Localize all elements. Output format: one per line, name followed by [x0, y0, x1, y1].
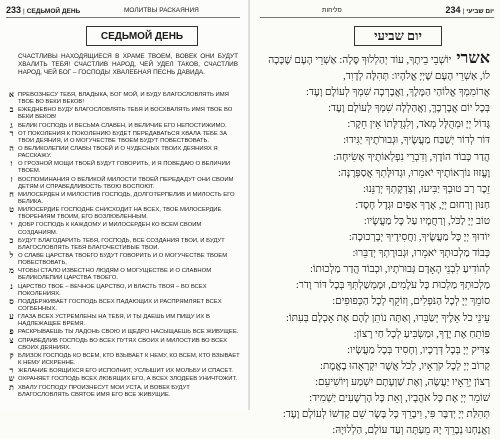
hebrew-line-text: לְהוֹדִיעַ לִבְנֵי הָאָדָם גְּבוּרֹתָיו, וּכְבוֹד הֲדַר מַלְכוּתוֹ:: [310, 264, 490, 276]
verse-text: БЛИЗОК ГОСПОДЬ КО ВСЕМ, КТО ВЗЫВАЕТ К НЕМУ, КО ВСЕМ, КТО ВЗЫВАЕТ К НЕМУ ИСКРЕННЕ.: [18, 352, 240, 366]
hebrew-line: [262, 51, 490, 69]
hebrew-line-text: עֵינֵי כֹל אֵלֶיךָ יְשַׂבֵּרוּ, וְאַתָּה נוֹתֵן לָהֶם אֶת אָכְלָם בְּעִתּוֹ:: [286, 312, 490, 324]
verse-item: [6, 281, 242, 298]
verse-item: [6, 335, 242, 352]
verse-letter: ס: [9, 296, 14, 306]
hebrew-line-text: חַנּוּן וְרַחוּם יְיָ, אֶרֶךְ אַפַּיִם וּגְדָל חָסֶד:: [355, 199, 490, 211]
hebrew-line-text: אֲרוֹמִמְךָ אֱלוֹהַי הַמֶּלֶךְ, וַאֲבָרְכָה שִׁמְךָ לְעוֹלָם וָעֶד:: [305, 87, 490, 99]
verse-item: [6, 329, 242, 336]
hebrew-line: [262, 182, 490, 198]
hebrew-line-text: צַדִּיק יְיָ בְּכָל דְּרָכָיו, וְחָסִיד בְּכָל מַעֲשָׂיו:: [347, 344, 490, 356]
verse-text: ОХРАНЯЕТ ГОСПОДЬ ВСЕХ ЛЮБЯЩИХ ЕГО, А ВСЕХ ЗЛОДЕЕВ УНИЧТОЖИТ.: [18, 376, 238, 383]
verse-letter: ז: [10, 174, 13, 184]
verse-letter: ט: [9, 205, 14, 215]
hebrew-line: [262, 278, 490, 294]
hebrew-line-text: טוֹב יְיָ לַכֹּל, וְרַחֲמָיו עַל כָּל מַעֲשָׂיו:: [363, 215, 490, 227]
hebrew-line: [262, 343, 490, 359]
verse-text: ВЕЛИК ГОСПОДЬ И ВЕСЬМА СЛАВЕН, И ВЕЛИЧИЕ ЕГО НЕПОСТИЖИМО.: [18, 122, 227, 129]
verse-letter: נ: [10, 281, 13, 291]
verse-item: [6, 107, 242, 121]
right-page-number: 234: [445, 5, 461, 15]
verse-text: ЕЖЕДНЕВНО БУДУ БЛАГОСЛОВЛЯТЬ ТЕБЯ И ВОСХВАЛЯТЬ ИМЯ ТВОЕ ВО ВЕКИ ВЕКОВ!: [18, 107, 233, 121]
verse-text: ПОДДЕРЖИВАЕТ ГОСПОДЬ ВСЕХ ПАДАЮЩИХ И РАСПРЯМЛЯЕТ ВСЕХ СОГБЕННЫХ.: [18, 298, 222, 312]
verse-text: СПРАВЕДЛИВ ГОСПОДЬ ВО ВСЕХ ПУТЯХ СВОИХ И МИЛОСТИВ ВО ВСЕХ СВОИХ ДЕЯНИЯХ.: [18, 337, 228, 351]
verse-text: ХВАЛУ ГОСПОДУ ПРОИЗНЕСУТ МОИ УСТА, И ВОВЕК БУДУТ БЛАГОСЛОВЛЯТЬ СВЯТОЕ ИМЯ ЕГО ВСЕ ЖИВУЩИЕ.: [18, 384, 190, 398]
verse-text: РАСКРЫВАЕШЬ ТЫ ЛАДОНЬ СВОЮ И ЩЕДРО НАСЫЩАЕШЬ ВСЕ ЖИВУЩЕЕ.: [18, 329, 239, 336]
verse-text: ЧТОБЫ СТАЛО ИЗВЕСТНО ЛЮДЯМ О МОГУЩЕСТВЕ И О СЛАВНОМ ВЕЛИКОЛЕПИИ ЦАРСТВА ТВОЕГО.: [18, 268, 212, 282]
verse-item: [6, 120, 242, 130]
hebrew-line-text: יוֹשְׁבֵי בֵיתֶךָ, עוֹד יְהַלְלוּךָ סֶּלָה: אַשְׁרֵי הָעָם שֶׁכָּכָה: [268, 55, 452, 66]
hebrew-line-text: זֵכֶר רַב טוּבְךָ יַבִּיעוּ, וְצִדְקָתְךָ יְרַנֵּנוּ:: [362, 183, 490, 195]
verse-letter: מ: [9, 266, 14, 276]
hebrew-line: [262, 230, 490, 246]
hebrew-line: [262, 262, 490, 278]
hebrew-line-text: תְּהִלַּת יְיָ יְדַבֶּר פִּי, וִיבָרֵךְ כָּל בָּשָׂר שֵׁם קָדְשׁוֹ לְעוֹלָם וָעֶד:: [282, 409, 490, 421]
hebrew-line-text: גָּדוֹל יְיָ וּמְהֻלָּל מְאֹד, וְלִגְדֻלָּתוֹ אֵין חֵקֶר:: [347, 119, 490, 131]
left-header-book: МОЛИТВЫ РАСКАЯНИЯ: [124, 7, 199, 14]
verse-text: О ГРОЗНОЙ МОЩИ ТВОЕЙ БУДУТ ГОВОРИТЬ, И Я ПОВЕДАЮ О ВЕЛИЧИИ ТВОЕМ.: [18, 161, 231, 175]
hebrew-line: [262, 214, 490, 230]
verse-letter: ח: [9, 189, 14, 199]
hebrew-line: [262, 311, 490, 327]
left-page-title: СЕДЬМОЙ ДЕНЬ: [86, 26, 198, 46]
hebrew-line-text: הֲדַר כְּבוֹד הוֹדֶךָ, וְדִבְרֵי נִפְלְאוֹתֶיךָ אָשִׂיחָה:: [333, 151, 490, 163]
verse-letter: כ: [9, 235, 14, 245]
verse-letter: ת: [9, 382, 14, 392]
hebrew-line: [262, 359, 490, 375]
hebrew-line: [262, 85, 490, 101]
verse-letter: ב: [9, 105, 14, 115]
hebrew-line: [262, 327, 490, 343]
verse-letter: ו: [10, 159, 13, 169]
hebrew-line: [262, 198, 490, 214]
verse-item: [6, 368, 242, 375]
verse-item: [6, 253, 242, 267]
hebrew-line-text: רְצוֹן יְרֵאָיו יַעֲשֶׂה, וְאֶת שַׁוְעָתָם יִשְׁמַע וְיוֹשִׁיעֵם:: [315, 376, 490, 388]
verse-text: ЦАРСТВО ТВОЕ – ВЕЧНОЕ ЦАРСТВО, И ВЛАСТЬ ТВОЯ – ВО ВСЕХ ПОКОЛЕНИЯХ.: [18, 283, 207, 297]
hebrew-line: [262, 246, 490, 262]
verse-item: [6, 350, 242, 367]
verse-text: ГЛАЗА ВСЕХ УСТРЕМЛЕНЫ НА ТЕБЯ, И ТЫ ДАЕШЬ ИМ ПИЩУ ИХ В НАДЛЕЖАЩЕЕ ВРЕМЯ.: [18, 314, 210, 328]
verse-text: ДОБР ГОСПОДЬ К КАЖДОМУ И МИЛОСЕРДЕН КО ВСЕМ СВОИМ СОЗДАНИЯМ.: [18, 222, 202, 236]
hebrew-line: [262, 294, 490, 310]
verse-letter: י: [10, 220, 13, 230]
left-page-header: 233 | СЕДЬМОЙ ДЕНЬ МОЛИТВЫ РАСКАЯНИЯ: [6, 5, 240, 18]
hebrew-line-text: קָרוֹב יְיָ לְכָל קֹרְאָיו, לְכֹל אֲשֶׁר יִקְרָאֻהוּ בֶאֱמֶת:: [319, 360, 490, 372]
verse-item: [6, 382, 242, 399]
verse-text: ЖЕЛАНИЕ БОЯЩИХСЯ ЕГО ИСПОЛНИТ, УСЛЫШИТ ИХ МОЛЬБУ И СПАСЕТ.: [18, 368, 233, 375]
hebrew-line: [262, 101, 490, 117]
verse-item: [6, 296, 242, 313]
verse-item: [6, 207, 242, 221]
verse-text: БУДУТ БЛАГОДАРИТЬ ТЕБЯ, ГОСПОДЬ, ВСЕ СОЗДАНИЯ ТВОИ, И БУДУТ БЛАГОСЛОВЛЯТЬ ТЕБЯ БЛАГОЧЕСТИВЫЕ ТВОИ.: [18, 237, 225, 251]
verse-letter: ל: [9, 251, 14, 260]
hebrew-line: [262, 391, 490, 407]
verse-item: [6, 222, 242, 236]
hebrew-text-block: [262, 51, 490, 439]
hebrew-line: [262, 166, 490, 182]
verse-item: [6, 314, 242, 328]
hebrew-line: [262, 117, 490, 133]
hebrew-line: [262, 407, 490, 423]
right-header-section: יום שביעי: [466, 8, 494, 15]
verse-letter: צ: [9, 335, 14, 345]
right-page: [250, 0, 500, 437]
hebrew-line: [262, 69, 490, 85]
hebrew-line: [262, 150, 490, 166]
verse-text: ОТ ПОКОЛЕНИЯ К ПОКОЛЕНИЮ БУДЕТ ПЕРЕДАВАТЬСЯ ХВАЛА ТЕБЕ ЗА ТВОИ ДЕЯНИЯ, И О МОГУЧЕСТВЕ ТВОЕМ БУДУТ ПОВЕСТВОВАТЬ.: [18, 130, 227, 144]
verse-letter: ה: [9, 144, 14, 154]
right-header-book: סליחות: [322, 7, 342, 14]
left-page-number: 233: [6, 5, 22, 15]
verse-item: [6, 189, 242, 206]
verse-list: [6, 92, 242, 400]
hebrew-line-text: וַאֲנַחְנוּ נְבָרֵךְ יָהּ מֵעַתָּה וְעַד עוֹלָם, הַלְלוּיָהּ:: [332, 425, 490, 437]
right-page-header: סליחות יום שביעי|234: [260, 5, 494, 18]
left-header-section: СЕДЬМОЙ ДЕНЬ: [26, 8, 81, 15]
verse-item: [6, 146, 242, 160]
hebrew-line-text: פּוֹתֵחַ אֶת יָדֶךָ, וּמַשְׂבִּיעַ לְכָל חַי רָצוֹן:: [353, 328, 490, 340]
left-intro-text: СЧАСТЛИВЫ НАХОДЯЩИЕСЯ В ХРАМЕ ТВОЕМ, ВОВЕК ОНИ БУДУТ ХВАЛИТЬ ТЕБЯ! СЧАСТЛИВ НАРОД, ЧЕЙ УДЕЛ ТАКОВ, СЧАСТЛИВ НАРОД, ЧЕЙ БОГ – ГОСПОДЬ! ХВАЛЕБНАЯ ПЕСНЬ ДАВИДА.: [18, 53, 238, 77]
verse-letter: ק: [9, 350, 14, 360]
verse-letter: פ: [9, 327, 14, 337]
verse-item: [6, 161, 242, 175]
verse-letter: ד: [9, 128, 14, 138]
verse-text: О ВЕЛИКОЛЕПИИ СЛАВЫ ТВОЕЙ И О ЧУДЕСНЫХ ТВОИХ ДЕЯНИЯХ Я РАССКАЖУ.: [18, 146, 218, 160]
hebrew-line-text: כְּבוֹד מַלְכוּתְךָ יֹאמֵרוּ, וּגְבוּרָתְךָ יְדַבֵּרוּ:: [352, 248, 490, 260]
hebrew-line-text: בְּכָל יוֹם אֲבָרְכֶךָּ, וַאֲהַלְלָה שִׁמְךָ לְעוֹלָם וָעֶד:: [328, 103, 490, 115]
verse-item: [6, 174, 242, 191]
hebrew-line-text: סוֹמֵךְ יְיָ לְכָל הַנֹּפְלִים, וְזוֹקֵף לְכָל הַכְּפוּפִים:: [332, 296, 490, 308]
verse-letter: א: [8, 90, 15, 99]
hebrew-line-text: דּוֹר לְדוֹר יְשַׁבַּח מַעֲשֶׂיךָ, וּגְבוּרֹתֶיךָ יַגִּידוּ:: [343, 135, 490, 147]
verse-letter: ר: [9, 366, 14, 376]
verse-text: ВОСПОМИНАНИЯ О ВЕЛИКОЙ МИЛОСТИ ТВОЕЙ ПЕРЕДАДУТ ОНИ СВОИМ ДЕТЯМ И СПРАВЕДЛИВОСТЬ ТВОЮ ВОСПОЮТ.: [18, 176, 234, 190]
hebrew-line: [262, 375, 490, 391]
verse-text: МИЛОСЕРДЕН И МИЛОСТИВ ГОСПОДЬ, ДОЛГОТЕРПЕЛИВ И МИЛОСТЬ ЕГО ВЕЛИКА.: [18, 191, 235, 205]
verse-text: О СЛАВЕ ЦАРСТВА ТВОЕГО БУДУТ ГОВОРИТЬ И О МОГУЧЕСТВЕ ТВОЕМ ПОВЕСТВОВАТЬ,: [18, 253, 228, 267]
left-page: [0, 0, 250, 410]
verse-text: МИЛОСЕРДИЕ ГОСПОДНЕ СНИСХОДИТ НА ВСЕХ, ТВОЕ МИЛОСЕРДИЕ ТВОРЕНИЯМ ТВОИМ, ЕГО ВОЗЛЮБЛЕННЫМ.: [18, 207, 222, 221]
verse-item: [6, 376, 242, 383]
hebrew-line: [262, 423, 490, 439]
verse-item: [6, 92, 242, 106]
hebrew-first-word: אשרי: [456, 50, 490, 67]
verse-item: [6, 128, 242, 145]
hebrew-line-text: שׁוֹמֵר יְיָ אֶת כָּל אֹהֲבָיו, וְאֵת כָּל הָרְשָׁעִים יַשְׁמִיד:: [309, 392, 490, 404]
hebrew-line-text: מַלְכוּתְךָ מַלְכוּת כָּל עֹלָמִים, וּמֶמְשַׁלְתְּךָ בְּכָל דּוֹר וָדֹר:: [295, 280, 490, 292]
hebrew-line-text: יוֹדוּךָ יְיָ כָּל מַעֲשֶׂיךָ, וַחֲסִידֶיךָ יְבָרְכוּכָה:: [348, 232, 490, 244]
hebrew-line-text: לוֹ, אַשְׁרֵי הָעָם שֶׁיְיָ אֱלֹהָיו: תְּהִלָּה לְדָוִד,: [343, 71, 490, 83]
right-page-title: יום שביעי: [354, 26, 442, 46]
verse-letter: ע: [9, 312, 14, 322]
verse-item: [6, 268, 242, 282]
hebrew-line-text: וֶעֱזוּז נוֹרְאוֹתֶיךָ יֹאמֵרוּ, וּגְדוּלָּתְךָ אֲסַפְּרֶנָּה:: [337, 167, 490, 179]
hebrew-line: [262, 133, 490, 149]
verse-letter: ג: [10, 120, 13, 130]
verse-item: [6, 235, 242, 252]
verse-letter: ש: [8, 374, 15, 384]
verse-text: ПРЕВОЗНЕСУ ТЕБЯ, ВЛАДЫКА, БОГ МОЙ, И БУДУ БЛАГОСЛОВЛЯТЬ ИМЯ ТВОЕ ВО ВЕКИ ВЕКОВ!: [18, 92, 229, 106]
